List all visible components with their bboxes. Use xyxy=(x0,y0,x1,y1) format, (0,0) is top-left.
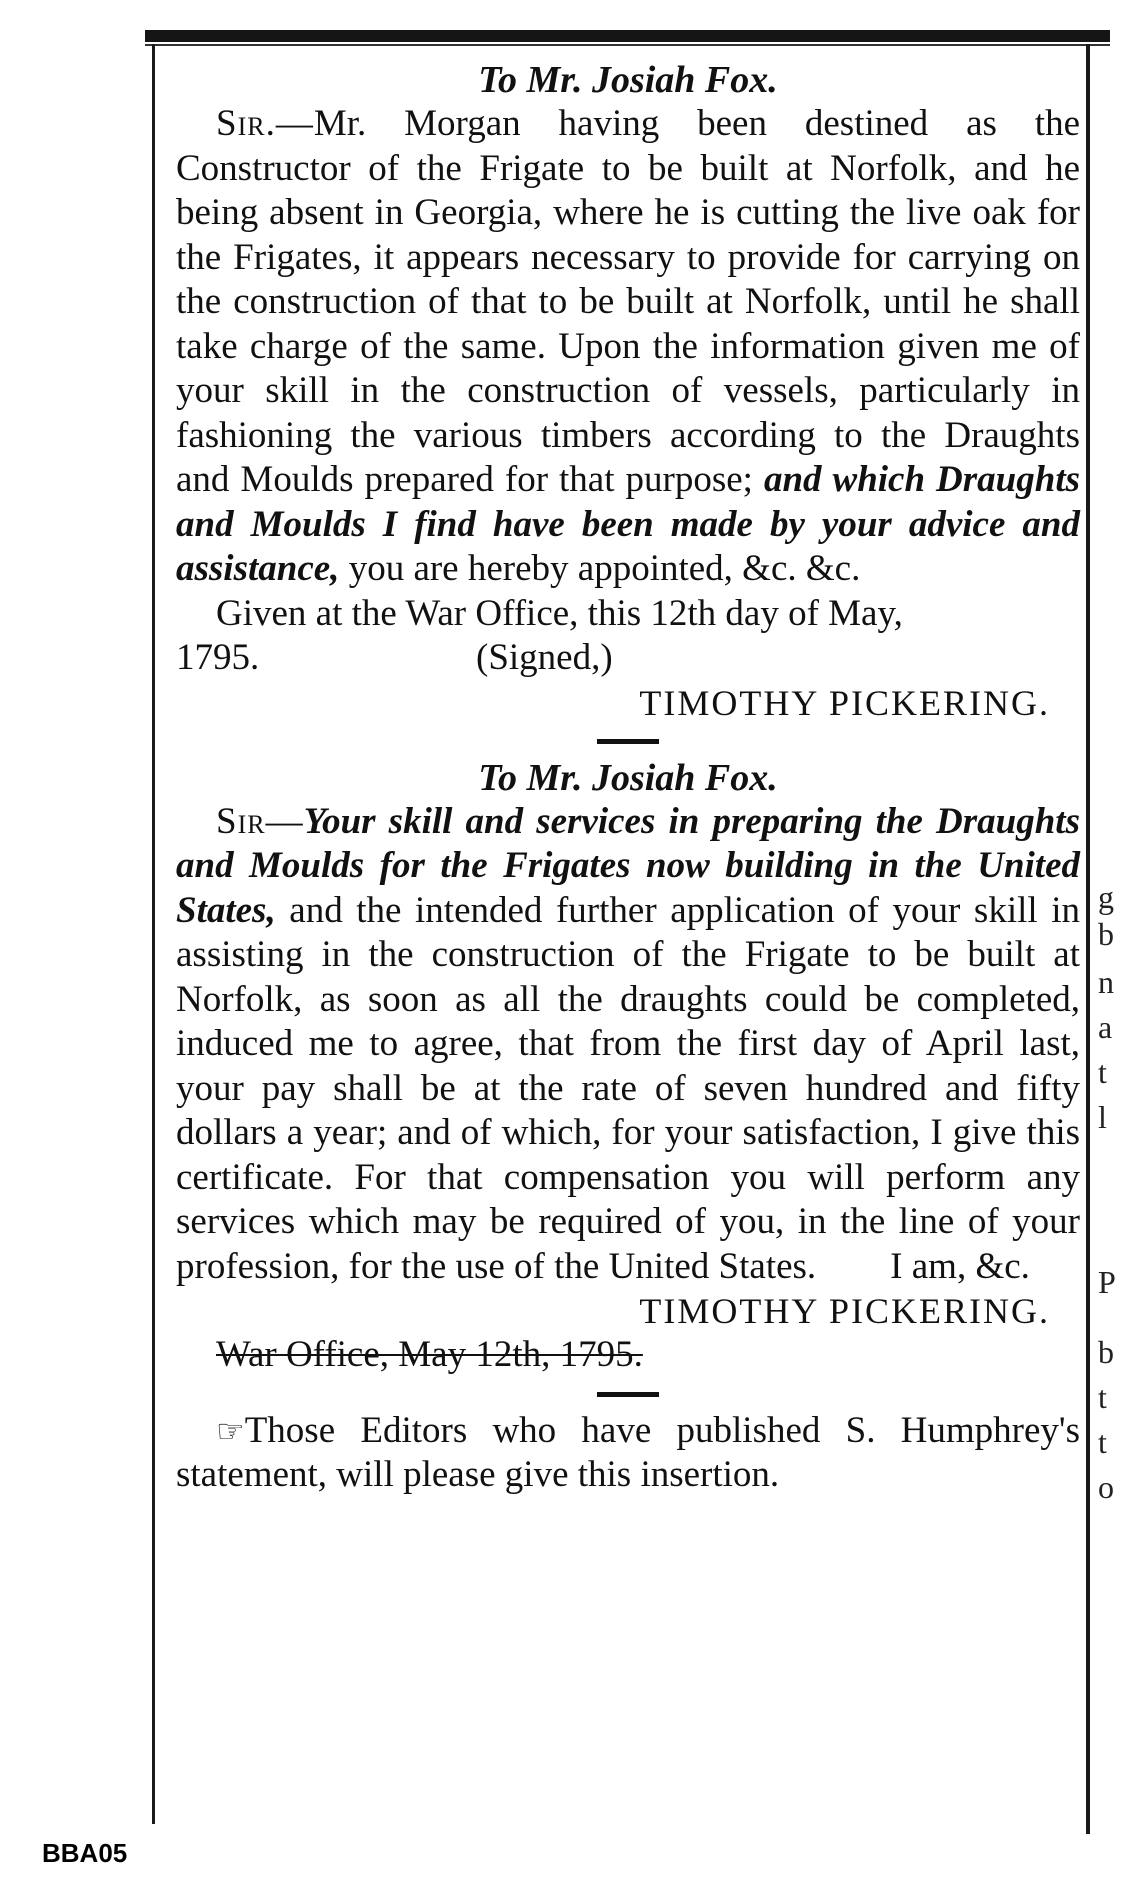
neighbor-column-letter: b xyxy=(1098,1334,1114,1370)
letter1-year: 1795. xyxy=(176,637,260,678)
top-rule-thin xyxy=(145,44,1110,46)
letter1-signature: TIMOTHY PICKERING. xyxy=(639,682,1050,723)
letter2-body xyxy=(176,800,1080,1290)
letter1-body xyxy=(176,102,1080,592)
letter1-signed: (Signed,) xyxy=(476,637,613,678)
letter1-body-text: Mr. Morgan having been destined as the Constructor of the Frigate to be built at Norfolk, and he being absent in Georgia, where he is cutting the live oak for the Frigates, it appears necessary to provide for carrying on the construction of that to be built at Norfolk, until he shall take charge of the same. Upon the information given me of your skill in the construction of vessels, particularly in fashioning the various timbers according to the Draughts and Moulds prepared for that purpose; xyxy=(176,103,1080,500)
editors-notice-text: Those Editors who have published S. Humphrey's statement, will please give this insertion. xyxy=(176,1409,1080,1495)
letter2-closing: I am, &c. xyxy=(890,1245,1030,1287)
neighbor-column-letter: l xyxy=(1098,1099,1107,1135)
neighbor-column-letter: t xyxy=(1098,1379,1107,1415)
letter2-signature: TIMOTHY PICKERING. xyxy=(639,1291,1050,1331)
neighbor-column-letter: t xyxy=(1098,1424,1107,1460)
neighbor-column-letter: b xyxy=(1098,916,1114,952)
neighbor-column-letter: n xyxy=(1098,964,1114,1000)
neighbor-column-letter: P xyxy=(1098,1264,1116,1300)
neighbor-column-letter: t xyxy=(1098,1054,1107,1090)
section-divider xyxy=(597,739,659,744)
neighbor-column-letter: g xyxy=(1098,879,1114,915)
letter1-heading: To Mr. Josiah Fox. xyxy=(478,59,778,101)
archive-stamp: BBA05 xyxy=(42,1838,128,1868)
letter2-heading: To Mr. Josiah Fox. xyxy=(478,756,778,799)
letter1-closing: you are hereby appointed, &c. &c. xyxy=(348,548,861,589)
column-border-right xyxy=(1086,44,1090,1834)
letter1-italic-text: and which Draughts and Moulds I find have been made by your advice and assistance, xyxy=(176,459,1080,589)
neighbor-column-letter: a xyxy=(1098,1009,1113,1045)
column-border-left xyxy=(152,44,155,1824)
section-divider-2 xyxy=(597,1392,659,1397)
letter2-dateline: War Office, May 12th, 1795. xyxy=(216,1334,643,1375)
letter1-signed-line xyxy=(176,636,1080,681)
letter1-given-line: Given at the War Office, this 12th day of May, xyxy=(216,592,903,634)
top-rule xyxy=(145,30,1110,42)
editors-notice xyxy=(176,1409,1080,1498)
newspaper-column xyxy=(176,58,1080,1498)
letter1-salutation: Sir.— xyxy=(216,103,314,144)
letter2-salutation: Sir— xyxy=(216,800,304,842)
letter2-italic-text: Your skill and services in preparing the Draughts and Moulds for the Frigates now building in the United States, xyxy=(176,800,1080,931)
letter2-body-text: and the intended further application of your skill in assisting in the construction of the Frigate to be built at Norfolk, as soon as all the draughts could be completed, induced me to agree, that from the first day of April last, your pay shall be at the rate of seven hundred and fifty dollars a year; and of which, for your satisfaction, I give this certificate. For that compensation you will perform any services which may be required of you, in the line of your profession, for the use of the United States. xyxy=(176,889,1080,1287)
neighbor-column-letter: o xyxy=(1098,1469,1114,1505)
pointing-hand-icon: ☞ xyxy=(216,1411,245,1450)
